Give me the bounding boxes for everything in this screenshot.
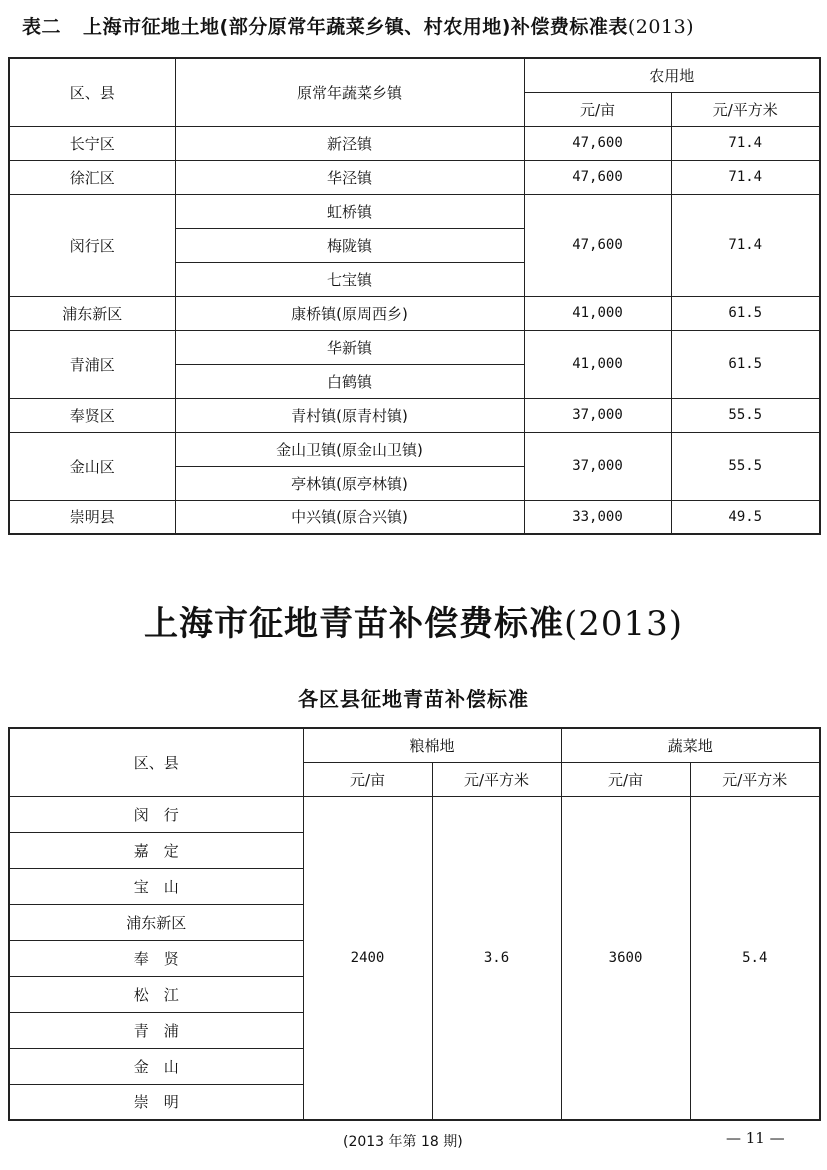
header-farmland: 农用地: [524, 58, 820, 92]
header-district: 区、县: [9, 58, 175, 126]
header-grain-per-mu: 元/亩: [303, 762, 432, 796]
district-cell: 奉 贤: [9, 940, 303, 976]
table-row: [9, 296, 820, 330]
section-title: [0, 596, 827, 645]
veg-per-mu-cell: 3600: [561, 796, 690, 1120]
crop-compensation-table: [8, 727, 821, 1121]
per-mu-cell: 37,000: [524, 432, 671, 500]
per-sqm-cell: 71.4: [671, 160, 820, 194]
town-cell: 白鹤镇: [175, 364, 524, 398]
table-row: [9, 398, 820, 432]
town-cell: 虹桥镇: [175, 194, 524, 228]
town-cell: 梅陇镇: [175, 228, 524, 262]
district-cell: 金 山: [9, 1048, 303, 1084]
district-cell: 徐汇区: [9, 160, 175, 194]
district-cell: 松 江: [9, 976, 303, 1012]
grain-per-mu-cell: 2400: [303, 796, 432, 1120]
town-cell: 华新镇: [175, 330, 524, 364]
town-cell: 康桥镇(原周西乡): [175, 296, 524, 330]
district-cell: 嘉 定: [9, 832, 303, 868]
per-mu-cell: 47,600: [524, 126, 671, 160]
table1-title: [22, 12, 694, 39]
table-row: [9, 194, 820, 228]
town-cell: 七宝镇: [175, 262, 524, 296]
grain-per-sqm-cell: 3.6: [432, 796, 561, 1120]
per-sqm-cell: 49.5: [671, 500, 820, 534]
per-sqm-cell: 55.5: [671, 398, 820, 432]
per-sqm-cell: 61.5: [671, 296, 820, 330]
header-veg: 蔬菜地: [561, 728, 820, 762]
table-row: [9, 500, 820, 534]
table-row: [9, 796, 820, 832]
table-header-row: [9, 728, 820, 762]
header-grain-per-sqm: 元/平方米: [432, 762, 561, 796]
district-cell: 闵行区: [9, 194, 175, 296]
compensation-table: [8, 57, 821, 535]
table1-label: 表二: [22, 16, 62, 38]
town-cell: 青村镇(原青村镇): [175, 398, 524, 432]
district-cell: 浦东新区: [9, 296, 175, 330]
per-mu-cell: 33,000: [524, 500, 671, 534]
header-veg-per-mu: 元/亩: [561, 762, 690, 796]
section-year: (2013): [563, 604, 684, 644]
table-row: [9, 432, 820, 466]
veg-per-sqm-cell: 5.4: [690, 796, 820, 1120]
town-cell: 金山卫镇(原金山卫镇): [175, 432, 524, 466]
section-subtitle: 各区县征地青苗补偿标准: [298, 687, 529, 711]
district-cell: 长宁区: [9, 126, 175, 160]
header-veg-per-sqm: 元/平方米: [690, 762, 820, 796]
table1-title-text: 上海市征地土地(部分原常年蔬菜乡镇、村农用地)补偿费标准表: [83, 16, 628, 38]
district-cell: 青浦区: [9, 330, 175, 398]
per-sqm-cell: 55.5: [671, 432, 820, 500]
district-cell: 金山区: [9, 432, 175, 500]
town-cell: 华泾镇: [175, 160, 524, 194]
per-mu-cell: 37,000: [524, 398, 671, 432]
compensation-table-body: [9, 58, 820, 534]
district-cell: 崇明县: [9, 500, 175, 534]
district-cell: 宝 山: [9, 868, 303, 904]
crop-compensation-table-body: [9, 728, 820, 1120]
per-mu-cell: 47,600: [524, 160, 671, 194]
town-cell: 亭林镇(原亭林镇): [175, 466, 524, 500]
town-cell: 新泾镇: [175, 126, 524, 160]
section-title-text: 上海市征地青苗补偿费标准: [143, 604, 564, 644]
per-sqm-cell: 61.5: [671, 330, 820, 398]
page-number: — 11 —: [726, 1129, 785, 1147]
header-district: 区、县: [9, 728, 303, 796]
table-row: [9, 160, 820, 194]
header-town: 原常年蔬菜乡镇: [175, 58, 524, 126]
per-mu-cell: 47,600: [524, 194, 671, 296]
district-cell: 奉贤区: [9, 398, 175, 432]
per-sqm-cell: 71.4: [671, 194, 820, 296]
table-header-row: [9, 58, 820, 92]
header-per-sqm: 元/平方米: [671, 92, 820, 126]
table-row: [9, 330, 820, 364]
footer-issue: (2013 年第 18 期): [343, 1134, 463, 1150]
district-cell: 青 浦: [9, 1012, 303, 1048]
district-cell: 浦东新区: [9, 904, 303, 940]
per-mu-cell: 41,000: [524, 330, 671, 398]
table-row: [9, 126, 820, 160]
table1-year: (2013): [627, 16, 695, 38]
district-cell: 崇 明: [9, 1084, 303, 1120]
header-grain: 粮棉地: [303, 728, 561, 762]
per-sqm-cell: 71.4: [671, 126, 820, 160]
header-per-mu: 元/亩: [524, 92, 671, 126]
town-cell: 中兴镇(原合兴镇): [175, 500, 524, 534]
per-mu-cell: 41,000: [524, 296, 671, 330]
district-cell: 闵 行: [9, 796, 303, 832]
